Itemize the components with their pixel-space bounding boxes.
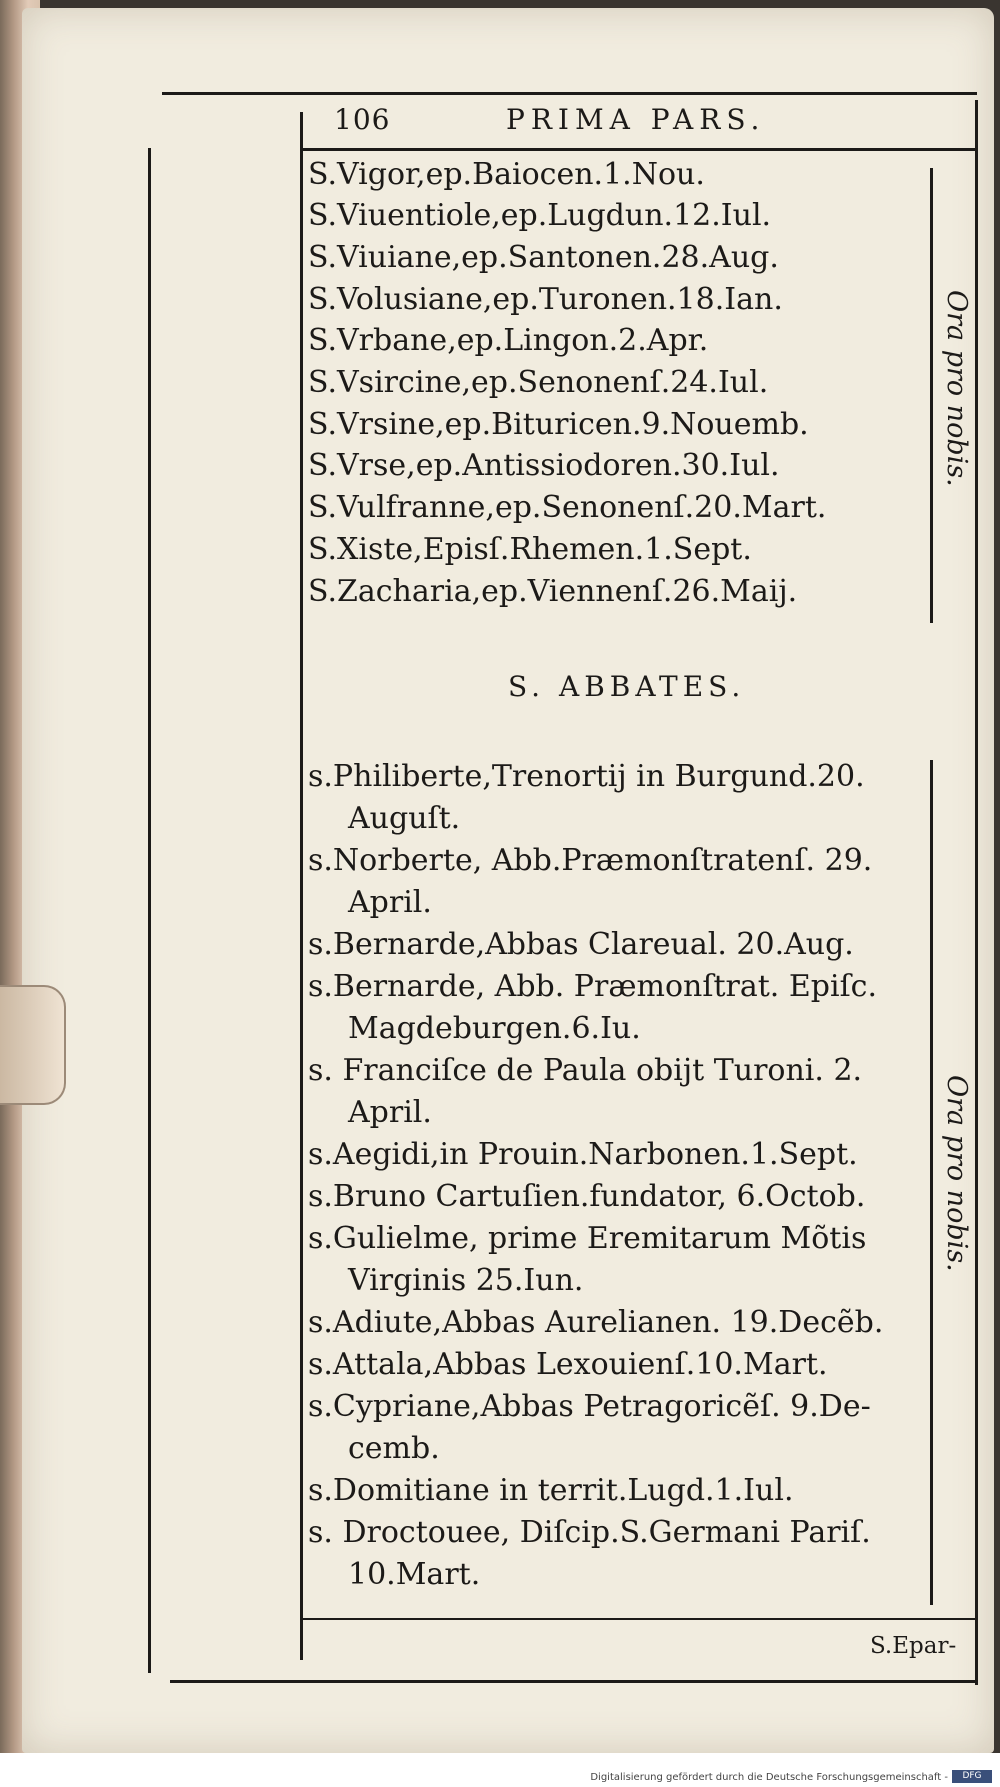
outer-top-rule xyxy=(162,92,977,95)
list-item-continuation: Magdeburgen.6.Iu. xyxy=(348,1011,641,1046)
list-item: s. Franciſce de Paula obijt Turoni. 2. xyxy=(308,1053,863,1088)
list-item-continuation: April. xyxy=(348,1095,432,1130)
side-note-bottom: Ora pro nobis. xyxy=(941,1075,972,1272)
header-bottom-rule xyxy=(300,148,976,151)
inner-bottom-rule xyxy=(300,1618,976,1620)
list-item: s.Cypriane,Abbas Petragoricẽſ. 9.De- xyxy=(308,1389,871,1424)
list-item: S.Viuiane,ep.Santonen.28.Aug. xyxy=(308,240,779,275)
list-item-continuation: Virginis 25.Iun. xyxy=(348,1263,584,1298)
outer-right-rule xyxy=(975,100,978,1685)
section-heading: S. ABBATES. xyxy=(508,670,746,703)
list-item: S.Viuentiole,ep.Lugdun.12.Iul. xyxy=(308,198,772,233)
list-item: S.Vsircine,ep.Senonenſ.24.Iul. xyxy=(308,365,769,400)
list-item: S.Vrsine,ep.Bituricen.9.Nouemb. xyxy=(308,407,809,442)
page-number: 106 xyxy=(334,103,391,136)
digitization-credit: Digitalisierung gefördert durch die Deutsche Forschungsgemeinschaft - xyxy=(590,1772,948,1783)
list-item: s.Adiute,Abbas Aurelianen. 19.Decẽb. xyxy=(308,1305,884,1340)
side-note-top: Ora pro nobis. xyxy=(941,290,972,487)
outer-bottom-rule xyxy=(170,1680,978,1683)
list-item: s.Domitiane in territ.Lugd.1.Iul. xyxy=(308,1473,794,1508)
list-item: S.Zacharia,ep.Viennenſ.26.Maij. xyxy=(308,574,798,609)
list-item: s.Attala,Abbas Lexouienſ.10.Mart. xyxy=(308,1347,828,1382)
running-title: PRIMA PARS. xyxy=(506,103,766,136)
list-item: S.Xiste,Episſ.Rhemen.1.Sept. xyxy=(308,532,752,567)
page-header xyxy=(320,103,1000,143)
list-item: s.Norberte, Abb.Præmonſtratenſ. 29. xyxy=(308,843,873,878)
list-item: S.Vigor,ep.Baiocen.1.Nou. xyxy=(308,157,705,192)
page-clip xyxy=(0,985,66,1105)
dfg-logo: DFG xyxy=(952,1770,992,1783)
list-item-continuation: Auguſt. xyxy=(348,801,461,836)
list-item-continuation: cemb. xyxy=(348,1431,440,1466)
list-item: s.Bernarde, Abb. Præmonſtrat. Epiſc. xyxy=(308,969,878,1004)
list-item: S.Vulfranne,ep.Senonenſ.20.Mart. xyxy=(308,490,827,525)
outer-left-rule xyxy=(148,148,151,1673)
list-item: S.Vrse,ep.Antissiodoren.30.Iul. xyxy=(308,448,780,483)
list-item: S.Vrbane,ep.Lingon.2.Apr. xyxy=(308,323,709,358)
catchword: S.Epar- xyxy=(870,1633,957,1659)
list-item: s.Gulielme, prime Eremitarum Mõtis xyxy=(308,1221,867,1256)
inner-left-rule xyxy=(300,112,303,1660)
list-item: s.Philiberte,Trenortij in Burgund.20. xyxy=(308,759,865,794)
list-item: s.Bruno Cartuſien.fundator, 6.Octob. xyxy=(308,1179,866,1214)
list-item-continuation: April. xyxy=(348,885,432,920)
list-item: S.Volusiane,ep.Turonen.18.Ian. xyxy=(308,282,783,317)
list-item: s.Bernarde,Abbas Clareual. 20.Aug. xyxy=(308,927,854,962)
list-item-continuation: 10.Mart. xyxy=(348,1557,481,1592)
list-item: s. Droctouee, Diſcip.S.Germani Pariſ. xyxy=(308,1515,871,1550)
list-item: s.Aegidi,in Prouin.Narbonen.1.Sept. xyxy=(308,1137,858,1172)
sidebar-rule-top xyxy=(930,168,933,623)
